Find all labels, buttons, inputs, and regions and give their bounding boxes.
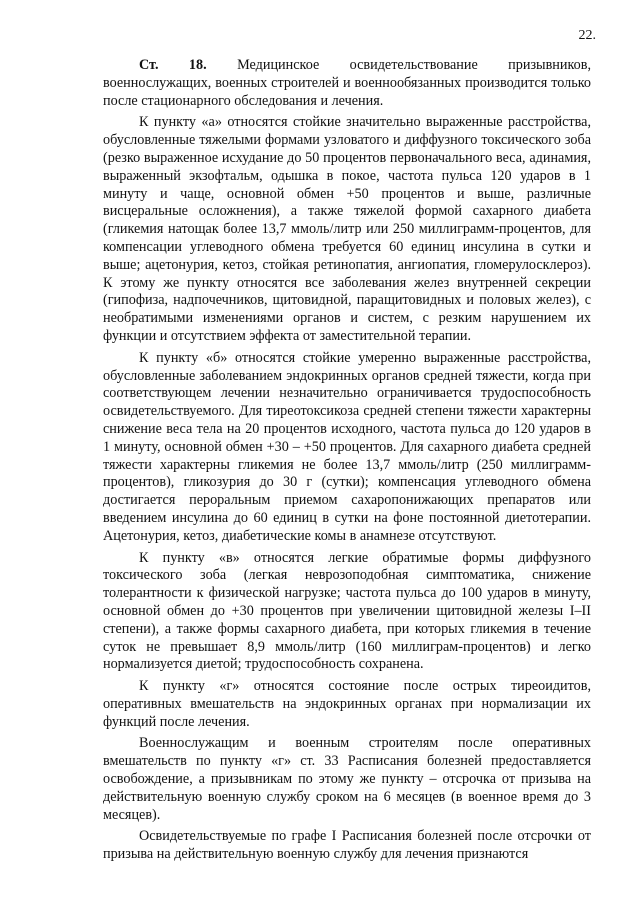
- page-number: 22.: [578, 28, 596, 43]
- paragraph-column-1: Освидетельствуемые по графе I Расписания болезней после отсрочки от призыва на действительную военную службу для лечения признаются: [103, 828, 591, 863]
- paragraph-military-servicemen: Военнослужащим и военным строителям после оперативных вмешательств по пункту «г» ст. 33 Расписания болезней предоставляется освобождение, а призывникам по этому же пункту – отсрочка от призыва на действительную военную службу сроком на 6 месяцев (в военное время до 3 месяцев).: [103, 735, 591, 823]
- paragraph-point-g: К пункту «г» относятся состояние после острых тиреоидитов, оперативных вмешательств на эндокринных органах при нормализации их функций после лечения.: [103, 678, 591, 730]
- paragraph-point-b: К пункту «б» относятся стойкие умеренно выраженные расстройства, обусловленные заболеванием эндокринных органов средней тяжести, когда при соответствующем лечении незначительно ограничивается трудоспособность освидетельствуемого. Для тиреотоксикоза средней степени тяжести характерны снижение веса тела на 20 процентов исходного, частота пульса до 120 ударов в 1 минуту, основной обмен +30 – +50 процентов. Для сахарного диабета средней тяжести характерны гликемия не более 13,7 ммоль/литр (250 миллиграмм-процентов), гликозурия до 30 г (сутки); компенсация углеводного обмена достигается пероральным приемом сахаропонижающих препаратов или введением инсулина до 60 единиц в сутки на фоне постоянной диетотерапии. Ацетонурия, кетоз, диабетические комы в анамнезе отсутствуют.: [103, 349, 591, 544]
- paragraph-article-18: [103, 57, 591, 110]
- article-heading: Ст. 18.: [139, 57, 207, 73]
- paragraph-text: Медицинское освидетельствование призывников, военнослужащих, военных строителей и военнообязанных производится только после стационарного обследования и лечения.: [103, 57, 591, 109]
- paragraph-point-a: К пункту «а» относятся стойкие значительно выраженные расстройства, обусловленные тяжелыми формами узловатого и диффузного токсического зоба (резко выраженное исхудание до 50 процентов первоначального веса, адинамия, выраженный экзофтальм, одышка в покое, частота пульса 120 ударов в 1 минуту и чаще, основной обмен +50 процентов и выше, различные висцеральные осложнения), а также тяжелой формой сахарного диабета (гликемия натощак более 13,7 ммоль/литр или 250 миллиграмм-процентов, для компенсации углеводного обмена требуется 60 единиц инсулина в сутки и выше; ацетонурия, кетоз, стойкая ретинопатия, ангиопатия, гломерулосклероз). К этому же пункту относятся все заболевания желез внутренней секреции (гипофиза, надпочечников, щитовидной, паращитовидных и половых желез), с необратимыми изменениями органов и систем, с резким нарушением их функции и отсутствием эффекта от заместительной терапии.: [103, 114, 591, 344]
- document-body: [103, 57, 591, 868]
- paragraph-point-v: К пункту «в» относятся легкие обратимые формы диффузного токсического зоба (легкая неврозоподобная симптоматика, снижение толерантности к физической нагрузке; частота пульса до 100 ударов в минуту, основной обмен до +30 процентов при увеличении щитовидной железы I–II степени), а также формы сахарного диабета, при которых гликемия в течение суток не превышает 8,9 ммоль/литр (160 миллиграм-процентов) и легко нормализуется диетой; трудоспособность сохранена.: [103, 549, 591, 673]
